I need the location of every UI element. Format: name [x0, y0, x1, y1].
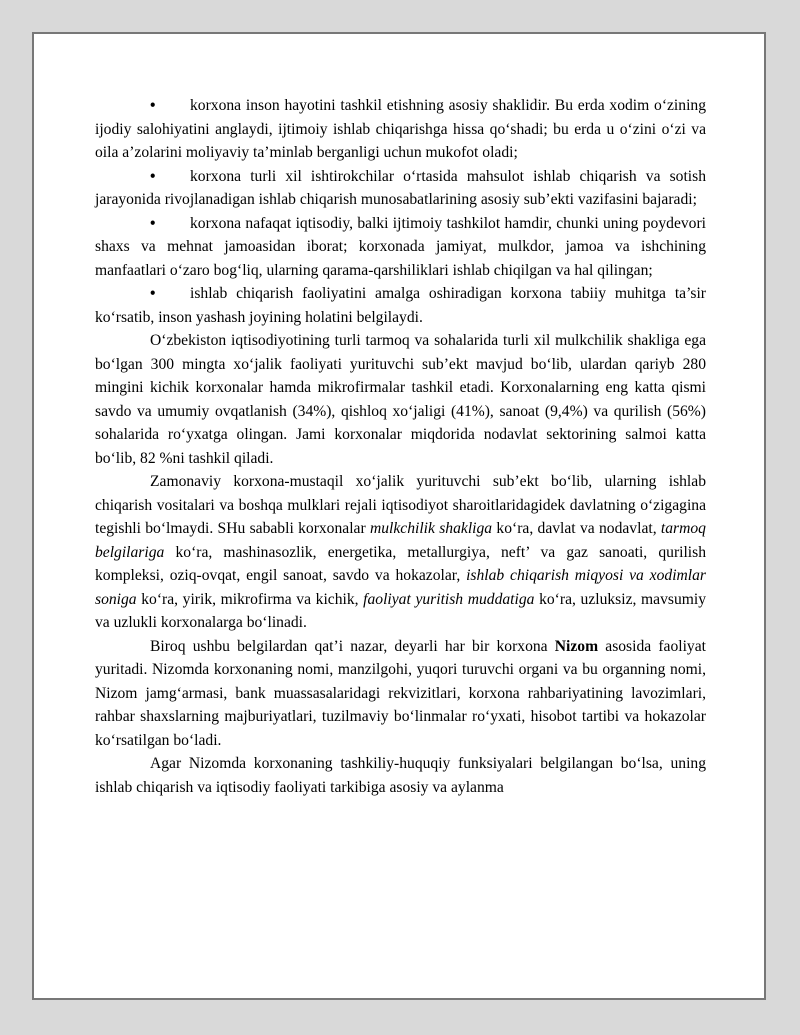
bullet-item [95, 165, 706, 212]
bullet-icon [150, 282, 190, 306]
bullet-text: korxona nafaqat iqtisodiy, balki ijtimoiy tashkilot hamdir, chunki uning poydevori shaxs va mehnat jamoasidan iborat; korxonada jamiyat, mulkdor, jamoa va ishchining manfaatlari o‘zaro bog‘liq, ularning qarama-qarshiliklari ishlab chiqilgan va hal qilingan; [95, 214, 706, 279]
bullet-icon [150, 94, 190, 118]
bullet-icon [150, 212, 190, 236]
bullet-text: korxona turli xil ishtirokchilar o‘rtasida mahsulot ishlab chiqarish va sotish jarayonida rivojlanadigan ishlab chiqarish munosabatlarining asosiy sub’ekti vazifasini bajaradi; [95, 167, 706, 208]
bullet-text: korxona inson hayotini tashkil etishning asosiy shaklidir. Bu erda xodim o‘zining ijodiy salohiyatini anglaydi, ijtimoiy ishlab chiqarishga hissa qo‘shadi; bu erda u o‘zini o‘zi va oila a’zolarini moliyaviy ta’minlab berganligi uchun mukofot oladi; [95, 97, 706, 161]
bullet-item [95, 94, 706, 165]
document-page [32, 32, 766, 1000]
italic-term: mulkchilik shakliga [369, 520, 493, 537]
page-content [95, 94, 706, 799]
bold-term: Nizom [554, 637, 599, 655]
text-run: ko‘ra, davlat va nodavlat, [492, 520, 661, 537]
bullet-text: ishlab chiqarish faoliyatini amalga oshiradigan korxona tabiiy muhitga ta’sir ko‘rsatib, inson yashash joyining holatini belgilaydi. [95, 285, 706, 326]
paragraph-nizom [95, 635, 706, 753]
text-run: ko‘ra, yirik, mikrofirma va kichik, [136, 590, 364, 608]
italic-term: faoliyat yuritish muddatiga [363, 590, 535, 608]
bullet-item [95, 282, 706, 329]
bullet-icon [150, 165, 190, 189]
text-run: Zamonaviy korxona-mustaqil xo‘jalik yurituvchi sub’ekt bo‘lib, ularning ishlab chiqarish vositalari va boshqa mulklari rejali iqtisodiyot sharoitlaridagidek davlatning o‘zigagina tegishli bo‘lmaydi. SHu sababli korxonalar [95, 473, 706, 537]
paragraph-enterprises-stats: O‘zbekiston iqtisodiyotining turli tarmoq va sohalarida turli xil mulkchilik shakliga ega bo‘lgan 300 mingta xo‘jalik faoliyati yurituvchi sub’ekt mavjud bo‘lib, ulardan qariyb 280 mingini kichik korxonalar hamda mikrofirmalar tashkil etadi. Korxonalarning eng katta qismi savdo va umumiy ovqatlanish (34%), qishloq xo‘jaligi (41%), sanoat (9,4%) va qurilish (56%) sohalarida ro‘yxatga olingan. Jami korxonalar miqdorida nodavlat sektorining salmoi katta bo‘lib, 82 %ni tashkil qiladi. [95, 332, 706, 467]
paragraph-continued: Agar Nizomda korxonaning tashkiliy-huquqiy funksiyalari belgilangan bo‘lsa, uning ishlab chiqarish va iqtisodiy faoliyati tarkibiga asosiy va aylanma [95, 755, 706, 796]
text-run: Biroq ushbu belgilardan qat’i nazar, deyarli har bir korxona [150, 637, 555, 655]
paragraph-enterprise-types [95, 470, 706, 635]
text-run: ko‘ra, uzluksiz, mavsumiy va uzlukli korxonalarga bo‘linadi. [95, 590, 706, 631]
italic-term: tarmoq belgilariga [95, 520, 706, 561]
italic-term: ishlab chiqarish miqyosi va xodimlar soniga [95, 567, 706, 608]
text-run: asosida faoliyat yuritadi. Nizomda korxonaning nomi, manzilgohi, yuqori turuvchi organi va bu organning nomi, Nizom jamg‘armasi, bank muassasalaridagi rekvizitlari, korxona rahbariyatining lavozimlari, rahbar shaxslarning majburiyatlari, tuzilmaviy bo‘linmalar ro‘yxati, hisobot tartibi va hokazolar ko‘rsatilgan bo‘ladi. [95, 637, 706, 749]
bullet-item [95, 212, 706, 283]
text-run: ko‘ra, mashinasozlik, energetika, metallurgiya, neft’ va gaz sanoati, qurilish kompleksi, oziq-ovqat, engil sanoat, savdo va hokazolar, [95, 543, 706, 584]
